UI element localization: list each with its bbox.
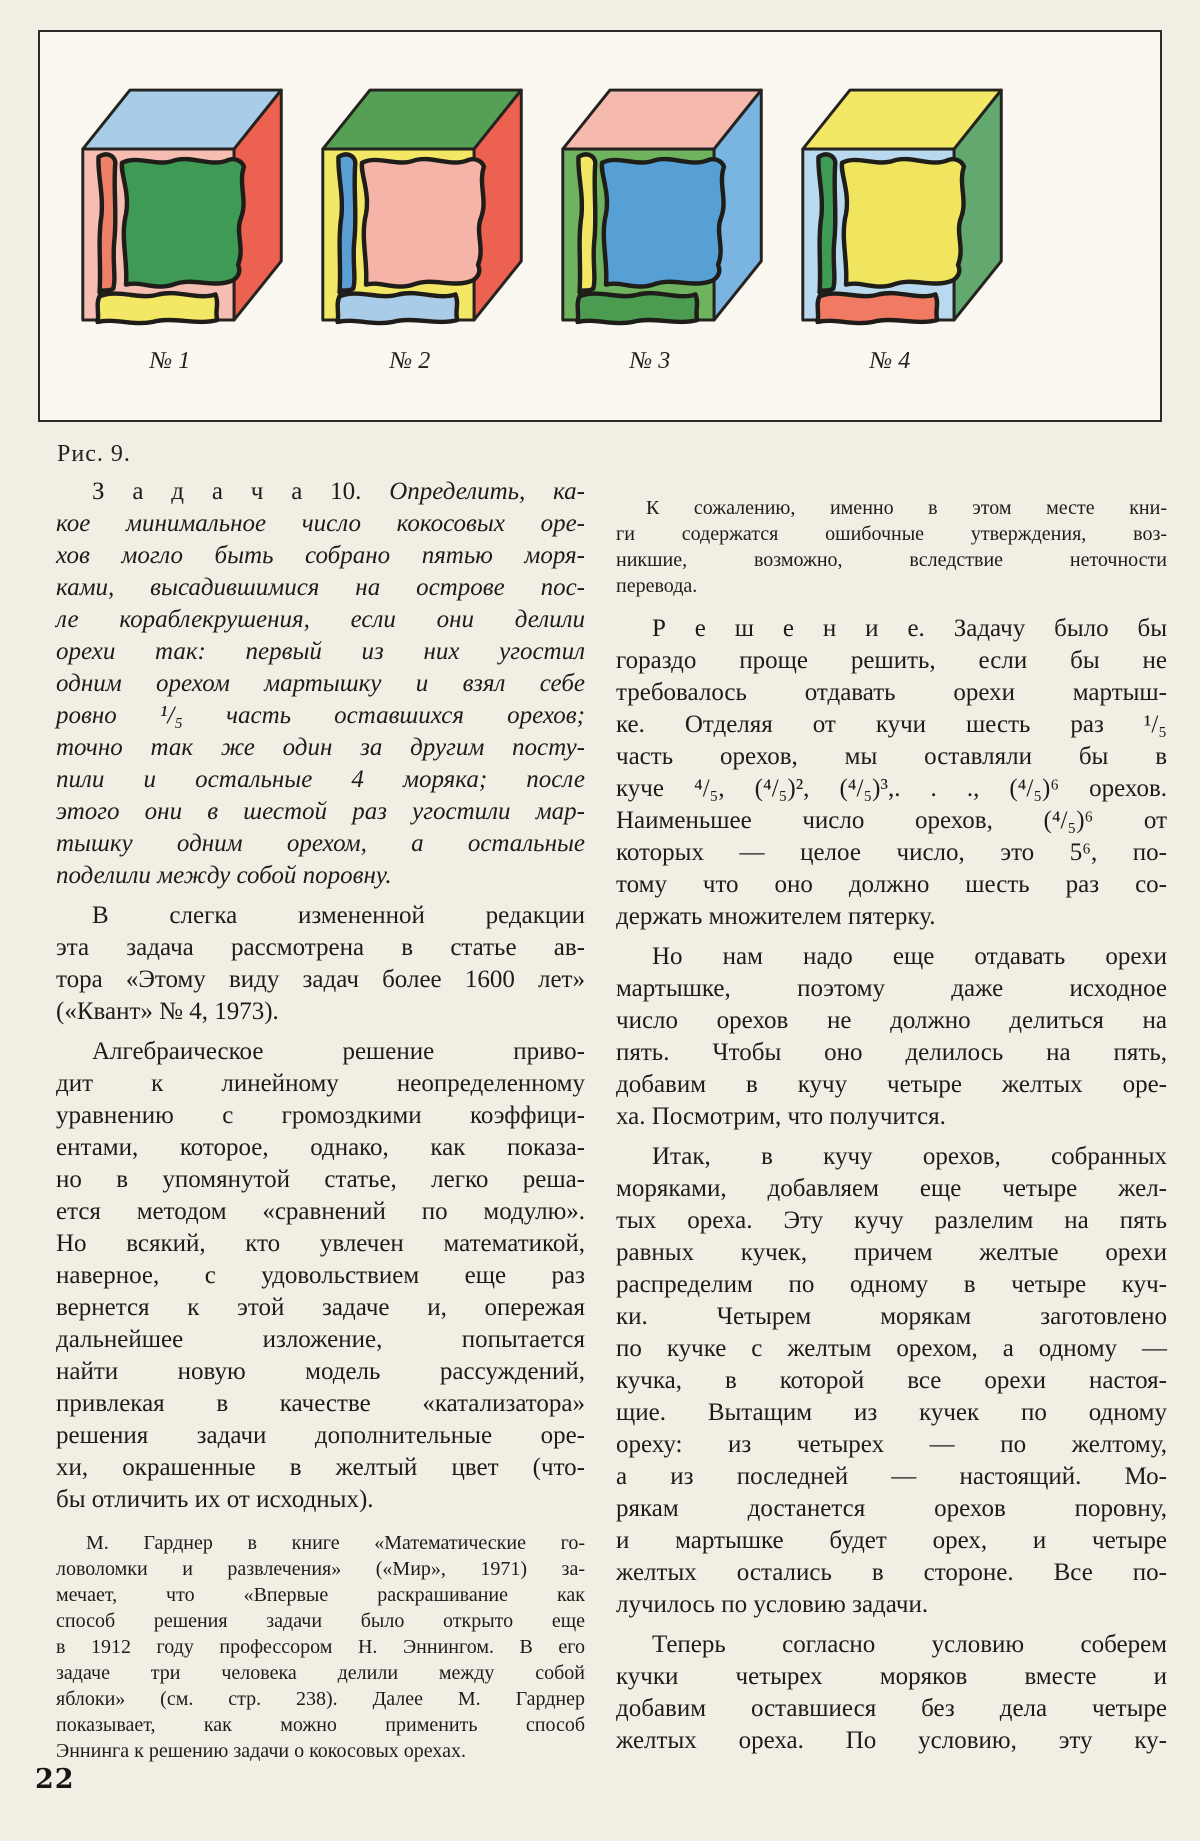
cube-inner-back-face <box>842 159 964 286</box>
text-line: В слегка измененной редакции <box>92 902 585 929</box>
text-line: ентами, которое, однако, как показа- <box>56 1134 585 1161</box>
text-line: держать множителем пятерку. <box>616 903 936 930</box>
text-line: и мартышке будет орех, и четыре <box>616 1527 1167 1554</box>
text-line: Эннинга к решению задачи о кокосовых орехах. <box>56 1740 466 1762</box>
text-line: пять. Чтобы оно делилось на пять, <box>616 1039 1167 1066</box>
cube-label: № 4 <box>869 348 911 374</box>
cube-inner-bottom-face <box>98 293 218 323</box>
cube-inner-left-face <box>98 154 115 292</box>
cube-label: № 1 <box>149 348 191 374</box>
text-line: дальнейшее изложение, попытается <box>56 1326 585 1353</box>
text-line: моряками, добавляем еще четыре жел- <box>616 1175 1167 1202</box>
text-line: одним орехом мартышку и взял себе <box>56 670 585 697</box>
paragraph <box>616 495 1167 599</box>
text-line: тому что оно должно шесть раз со- <box>616 871 1167 898</box>
text-line: пили и остальные 4 моряка; после <box>56 766 585 793</box>
text-line: число орехов не должно делиться на <box>616 1007 1167 1034</box>
text-line: мартышке, поэтому даже исходное <box>616 975 1167 1002</box>
text-line: но в упомянутой статье, легко реша- <box>56 1166 585 1193</box>
text-line: орехи так: первый из них угостил <box>56 638 585 665</box>
text-line: наверное, с удовольствием еще раз <box>56 1262 585 1289</box>
page-number: 22 <box>35 1764 75 1795</box>
text-line: Но всякий, кто увлечен математикой, <box>56 1230 585 1257</box>
text-line: Алгебраическое решение приво- <box>92 1038 585 1065</box>
text-line: часть орехов, мы оставляли бы в <box>616 743 1167 770</box>
paragraph <box>616 1629 1167 1757</box>
text-line: добавим оставшиеся без дела четыре <box>616 1695 1167 1722</box>
text-line: Итак, в кучу орехов, собранных <box>652 1143 1167 1170</box>
cube-inner-left-face <box>338 154 355 292</box>
text-line: хов могло быть собрано пятью моря- <box>56 542 585 569</box>
text-line: вернется к этой задаче и, опережая <box>56 1294 585 1321</box>
text-line: бы отличить их от исходных). <box>56 1486 374 1513</box>
text-line: тышку одним орехом, а остальные <box>56 830 585 857</box>
text-line: М. Гарднер в книге «Математические го- <box>86 1532 585 1554</box>
paragraph <box>56 1036 585 1516</box>
text-line: («Квант» № 4, 1973). <box>56 998 279 1025</box>
text-line: которых — целое число, это 5⁶, по- <box>616 839 1167 866</box>
text-line: перевода. <box>616 575 698 597</box>
text-line: ется методом «сравнений по модулю». <box>56 1198 585 1225</box>
text-line: привлекая в качестве «катализатора» <box>56 1390 585 1417</box>
text-line: ореху: из четырех — по желтому, <box>616 1431 1167 1458</box>
cube-drawing <box>791 78 1017 334</box>
text-line: ке. Отделяя от кучи шесть раз ¹/₅ <box>616 711 1167 738</box>
paragraph-lead: З а д а ч а 10. <box>92 478 362 505</box>
cube-inner-bottom-face <box>338 293 458 323</box>
cube-label: № 3 <box>629 348 671 374</box>
text-line: желтых ореха. По условию, эту ку- <box>616 1727 1167 1754</box>
text-line: показывает, как можно применить способ <box>56 1714 585 1736</box>
figure-frame <box>38 30 1162 422</box>
text-line: уравнению с громоздкими коэффици- <box>56 1102 585 1129</box>
cube-inner-back-face <box>122 159 244 286</box>
cube-inner-bottom-face <box>818 293 938 323</box>
text-line: решения задачи дополнительные оре- <box>56 1422 585 1449</box>
text-line: никшие, возможно, вследствие неточности <box>616 549 1167 571</box>
text-line: ки. Четырем морякам заготовлено <box>616 1303 1167 1330</box>
cube-drawing <box>71 78 297 334</box>
text-line: З а д а ч а 10. Определить, ка- <box>92 478 585 505</box>
text-line: найти новую модель рассуждений, <box>56 1358 585 1385</box>
text-line: способ решения задачи было открыто еще <box>56 1610 585 1632</box>
text-line: ками, высадившимися на острове пос- <box>56 574 585 601</box>
cube-illustration <box>790 78 1018 375</box>
text-line: кое минимальное число кокосовых оре- <box>56 510 585 537</box>
figure-caption: Рис. 9. <box>57 441 131 467</box>
paragraph <box>616 941 1167 1133</box>
text-line: тых ореха. Эту кучу разлелим на пять <box>616 1207 1167 1234</box>
text-line: рякам достанется орехов поровну, <box>616 1495 1167 1522</box>
text-line: ловоломки и развлечения» («Мир», 1971) за- <box>56 1558 585 1580</box>
cube-inner-left-face <box>818 154 835 292</box>
text-line: ровно ¹/₅ часть оставшихся орехов; <box>56 702 585 729</box>
text-line: точно так же один за другим посту- <box>56 734 585 761</box>
paragraph <box>56 900 585 1028</box>
text-line: кучки четырех моряков вместе и <box>616 1663 1167 1690</box>
text-line: лучилось по условию задачи. <box>616 1591 929 1618</box>
cube-label: № 2 <box>389 348 431 374</box>
text-line: Но нам надо еще отдавать орехи <box>652 943 1167 970</box>
text-line: тора «Этому виду задач более 1600 лет» <box>56 966 585 993</box>
text-line: этого они в шестой раз угостили мар- <box>56 798 585 825</box>
text-line: ги содержатся ошибочные утверждения, воз- <box>616 523 1167 545</box>
cube-inner-bottom-face <box>578 293 698 323</box>
text-line: по кучке с желтым орехом, а одному — <box>616 1335 1167 1362</box>
cube-illustration <box>550 78 778 375</box>
text-line: задаче три человека делили между собой <box>56 1662 585 1684</box>
text-line: мечает, что «Впервые раскрашивание как <box>56 1584 585 1606</box>
text-line: распределим по одному в четыре куч- <box>616 1271 1167 1298</box>
text-line: кучка, в которой все орехи настоя- <box>616 1367 1167 1394</box>
text-line: в 1912 году профессором Н. Эннингом. В его <box>56 1636 585 1658</box>
text-line: Теперь согласно условию соберем <box>652 1631 1167 1658</box>
text-line: добавим в кучу четыре желтых оре- <box>616 1071 1167 1098</box>
cube-drawing <box>311 78 537 334</box>
paragraph <box>616 1141 1167 1621</box>
text-line: куче ⁴/₅, (⁴/₅)², (⁴/₅)³,. . ., (⁴/₅)⁶ орехов. <box>616 775 1167 802</box>
text-line: ха. Посмотрим, что получится. <box>616 1103 946 1130</box>
text-line: яблоки» (см. стр. 238). Далее М. Гарднер <box>56 1688 585 1710</box>
cube-illustration <box>310 78 538 375</box>
text-line: К сожалению, именно в этом месте кни- <box>646 497 1167 519</box>
paragraph <box>56 1530 585 1764</box>
right-column <box>616 495 1167 1757</box>
text-line: ле кораблекрушения, если они делили <box>56 606 585 633</box>
text-line: желтых остались в стороне. Все по- <box>616 1559 1167 1586</box>
paragraph <box>616 613 1167 933</box>
figure-cubes <box>70 78 1018 375</box>
text-line: щие. Вытащим из кучек по одному <box>616 1399 1167 1426</box>
text-line: Наименьшее число орехов, (⁴/₅)⁶ от <box>616 807 1167 834</box>
text-line: дит к линейному неопределенному <box>56 1070 585 1097</box>
text-line: гораздо проще решить, если бы не <box>616 647 1167 674</box>
left-column <box>56 476 585 1764</box>
cube-illustration <box>70 78 298 375</box>
text-line: Р е ш е н и е. Задачу было бы <box>652 615 1167 642</box>
cube-inner-left-face <box>578 154 595 292</box>
text-line: хи, окрашенные в желтый цвет (что- <box>56 1454 585 1481</box>
text-line: поделили между собой поровну. <box>56 862 392 889</box>
cube-inner-back-face <box>602 159 724 286</box>
text-line: требовалось отдавать орехи мартыш- <box>616 679 1167 706</box>
text-line: эта задача рассмотрена в статье ав- <box>56 934 585 961</box>
text-line: а из последней — настоящий. Мо- <box>616 1463 1167 1490</box>
paragraph <box>56 476 585 892</box>
text-line: равных кучек, причем желтые орехи <box>616 1239 1167 1266</box>
cube-drawing <box>551 78 777 334</box>
cube-inner-back-face <box>362 159 484 286</box>
